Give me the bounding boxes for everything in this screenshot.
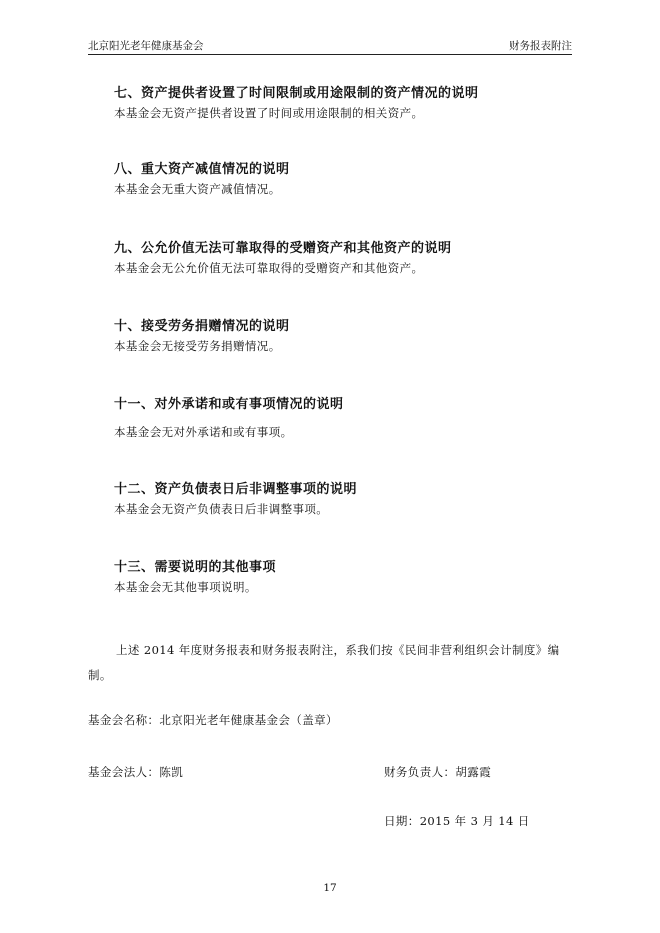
section-12 [114,478,574,517]
page-header [88,36,572,55]
finance-head-line: 财务负责人：胡露霞 [384,765,492,779]
section-title: 十二、资产负债表日后非调整事项的说明 [114,482,358,497]
section-body: 本基金会无重大资产减值情况。 [114,182,281,196]
section-7 [114,82,574,121]
header-org-name: 北京阳光老年健康基金会 [88,40,204,52]
legal-rep-line: 基金会法人：陈凯 [88,765,184,779]
section-body: 本基金会无资产负债表日后非调整事项。 [114,502,329,516]
section-body: 本基金会无对外承诺和或有事项。 [114,425,293,439]
section-10 [114,315,574,354]
section-title: 十、接受劳务捐赠情况的说明 [114,319,290,334]
section-title: 七、资产提供者设置了时间限制或用途限制的资产情况的说明 [114,86,479,101]
section-13 [114,556,574,595]
section-title: 十一、对外承诺和或有事项情况的说明 [114,397,344,412]
section-9 [114,237,574,276]
section-body: 本基金会无资产提供者设置了时间或用途限制的相关资产。 [114,106,424,120]
section-title: 九、公允价值无法可靠取得的受赠资产和其他资产的说明 [114,241,452,256]
date-line: 日期：2015 年 3 月 14 日 [384,814,530,828]
section-body: 本基金会无其他事项说明。 [114,580,257,594]
section-title: 八、重大资产减值情况的说明 [114,162,290,177]
section-body: 本基金会无接受劳务捐赠情况。 [114,339,281,353]
section-title: 十三、需要说明的其他事项 [114,560,277,575]
section-body: 本基金会无公允价值无法可靠取得的受赠资产和其他资产。 [114,261,424,275]
closing-paragraph: 上述 2014 年度财务报表和财务报表附注，系我们按《民间非营利组织会计制度》编制。 [88,643,560,682]
section-8 [114,158,574,197]
section-11 [114,393,574,440]
foundation-name-line: 基金会名称：北京阳光老年健康基金会（盖章） [88,713,338,727]
header-doc-title: 财务报表附注 [509,40,572,52]
page-number: 17 [323,882,337,894]
